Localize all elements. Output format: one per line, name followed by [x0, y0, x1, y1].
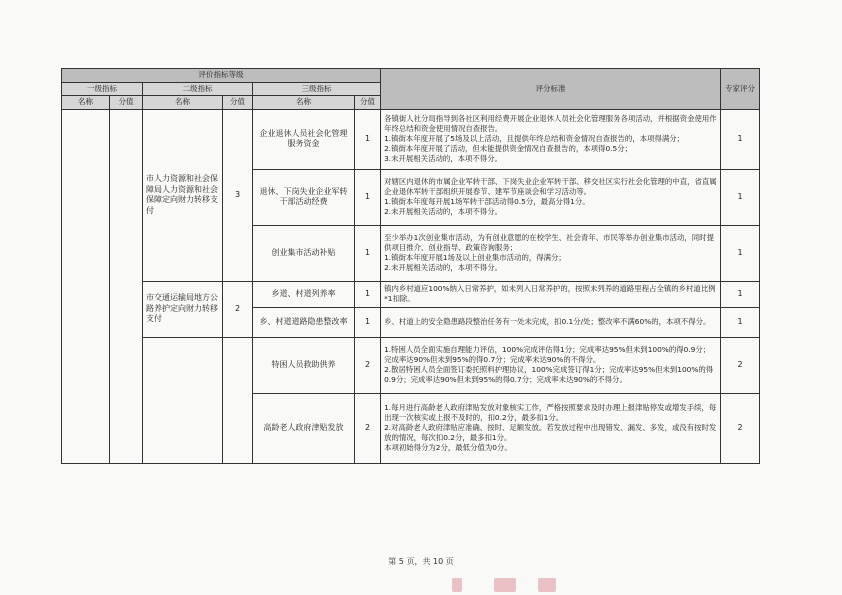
level3-name-cell: 创业集市活动补贴	[253, 225, 355, 281]
criteria-cell	[381, 169, 721, 225]
header-l2-score: 分值	[223, 96, 253, 110]
table-row	[62, 281, 760, 307]
level2-score-cell	[223, 337, 253, 463]
header-level1: 一级指标	[62, 82, 143, 96]
criteria-line: 1.特困人员全面实施自理能力评估，100%完成评估得1分；完成率达95%但未到100%的得0.9分；完成率达90%但未到95%的得0.7分；完成率未达90%的不得分。	[384, 345, 711, 364]
criteria-line: 1.镇街本年度开展了5场及以上活动，且提供年终总结和资金情况自查报告的，本项得满分；	[384, 134, 685, 143]
header-expert-score: 专家评分	[721, 69, 760, 110]
header-criteria: 评分标准	[381, 69, 721, 110]
criteria-line: 2.镇街本年度开展了活动，但未能提供资金情况自查报告的，本项得0.5分；	[384, 144, 632, 153]
criteria-line: 1.镇街本年度每开展1场军转干部活动得0.5分，最高分得1分。	[384, 197, 590, 206]
criteria-cell	[381, 109, 721, 169]
level3-score-cell: 1	[355, 109, 381, 169]
criteria-cell	[381, 307, 721, 337]
header-group-title: 评价指标等级	[62, 69, 381, 83]
criteria-cell	[381, 281, 721, 307]
stamp-fragment	[452, 578, 462, 592]
header-level3: 三级指标	[253, 82, 381, 96]
level3-score-cell: 1	[355, 169, 381, 225]
header-row-group	[62, 69, 760, 83]
criteria-cell	[381, 393, 721, 463]
level3-name-cell: 乡道、村道列养率	[253, 281, 355, 307]
level2-name-cell: 市人力资源和社会保障局人力资源和社会保障定向财力转移支付	[143, 109, 223, 281]
header-level2: 二级指标	[143, 82, 253, 96]
level3-score-cell: 1	[355, 225, 381, 281]
expert-score-cell: 1	[721, 169, 760, 225]
expert-score-cell: 1	[721, 281, 760, 307]
level3-name-cell: 乡、村道道路隐患整改率	[253, 307, 355, 337]
level2-name-cell: 市交通运输局地方公路养护定向财力转移支付	[143, 281, 223, 337]
header-l2-name: 名称	[143, 96, 223, 110]
criteria-line: 至少举办1次创业集市活动，为有创业意愿的在校学生、社会青年、市民等举办创业集市活动，同时提供项目推介、创业指导、政策咨询服务；	[384, 233, 714, 252]
header-l3-score: 分值	[355, 96, 381, 110]
criteria-line: 3.未开展相关活动的，本项不得分。	[384, 154, 502, 163]
expert-score-cell: 2	[721, 337, 760, 393]
header-l1-score: 分值	[110, 96, 143, 110]
criteria-line: 2.未开展相关活动的，本项不得分。	[384, 263, 502, 272]
criteria-line: 1.镇街本年度开展1场及以上创业集市活动的，得满分；	[384, 253, 566, 262]
level3-name-cell: 企业退休人员社会化管理服务资金	[253, 109, 355, 169]
criteria-line: 2.对高龄老人政府津贴应准确、按时、足额发放。若发放过程中出现错发、漏发、多发，或没有按时发放的情况，每次扣0.2分，最多扣1分。	[384, 423, 717, 442]
level3-name-cell: 退休、下岗失业企业军转干部活动经费	[253, 169, 355, 225]
criteria-line: 2.散居特困人员全面签订委托照料护理协议，100%完成签订得1分；完成率达95%但未到100%的得0.9分；完成率达90%但未到95%的得0.7分；完成率未达90%的不得分。	[384, 365, 714, 384]
criteria-line: 1.每月进行高龄老人政府津贴发放对象核实工作，严格按照要求及时办理上报津贴停发或增发手续，每出现一次核实或上报不及时的，扣0.2分，最多扣1分。	[384, 403, 717, 422]
level2-score-cell: 3	[223, 109, 253, 281]
criteria-line: 本项初始得分为2分，最低分值为0分。	[384, 443, 512, 452]
evaluation-table	[61, 68, 760, 464]
criteria-line: 各镇街人社分局指导到各社区利用经费开展企业退休人员社会化管理服务各项活动，并根据资金使用作年终总结和资金使用情况自查报告。	[384, 114, 717, 133]
stamp-fragment	[538, 578, 556, 592]
level3-score-cell: 1	[355, 307, 381, 337]
header-l1-name: 名称	[62, 96, 110, 110]
level1-name-cell	[62, 109, 110, 463]
table-row	[62, 109, 760, 169]
criteria-line: 镇内乡村道应100%纳入日常养护，如未列入日常养护的，按照未列养的道路里程占全镇的乡村道比例*1扣除。	[384, 284, 716, 303]
stamp-fragment	[494, 578, 516, 592]
criteria-line: 2.未开展相关活动的，本项不得分。	[384, 207, 502, 216]
expert-score-cell: 1	[721, 225, 760, 281]
level2-name-cell	[143, 337, 223, 463]
criteria-line: 乡、村道上的安全隐患路段整治任务有一处未完成，扣0.1分/处；整改率不满60%的，本项不得分。	[384, 317, 711, 326]
level3-name-cell: 高龄老人政府津贴发放	[253, 393, 355, 463]
expert-score-cell: 2	[721, 393, 760, 463]
level1-score-cell	[110, 109, 143, 463]
table-row	[62, 337, 760, 393]
level3-score-cell: 1	[355, 281, 381, 307]
header-l3-name: 名称	[253, 96, 355, 110]
expert-score-cell: 1	[721, 307, 760, 337]
criteria-cell	[381, 337, 721, 393]
level3-score-cell: 2	[355, 393, 381, 463]
level3-name-cell: 特困人员救助供养	[253, 337, 355, 393]
page-number: 第 5 页，共 10 页	[388, 557, 454, 566]
level2-score-cell: 2	[223, 281, 253, 337]
criteria-line: 对辖区内退休的市属企业军转干部、下岗失业企业军转干部、移交社区实行社会化管理的中直，省直属企业退休军转干部组织开展春节、建军节座谈会和学习活动等。	[384, 177, 717, 196]
criteria-cell	[381, 225, 721, 281]
level3-score-cell: 2	[355, 337, 381, 393]
expert-score-cell: 1	[721, 109, 760, 169]
